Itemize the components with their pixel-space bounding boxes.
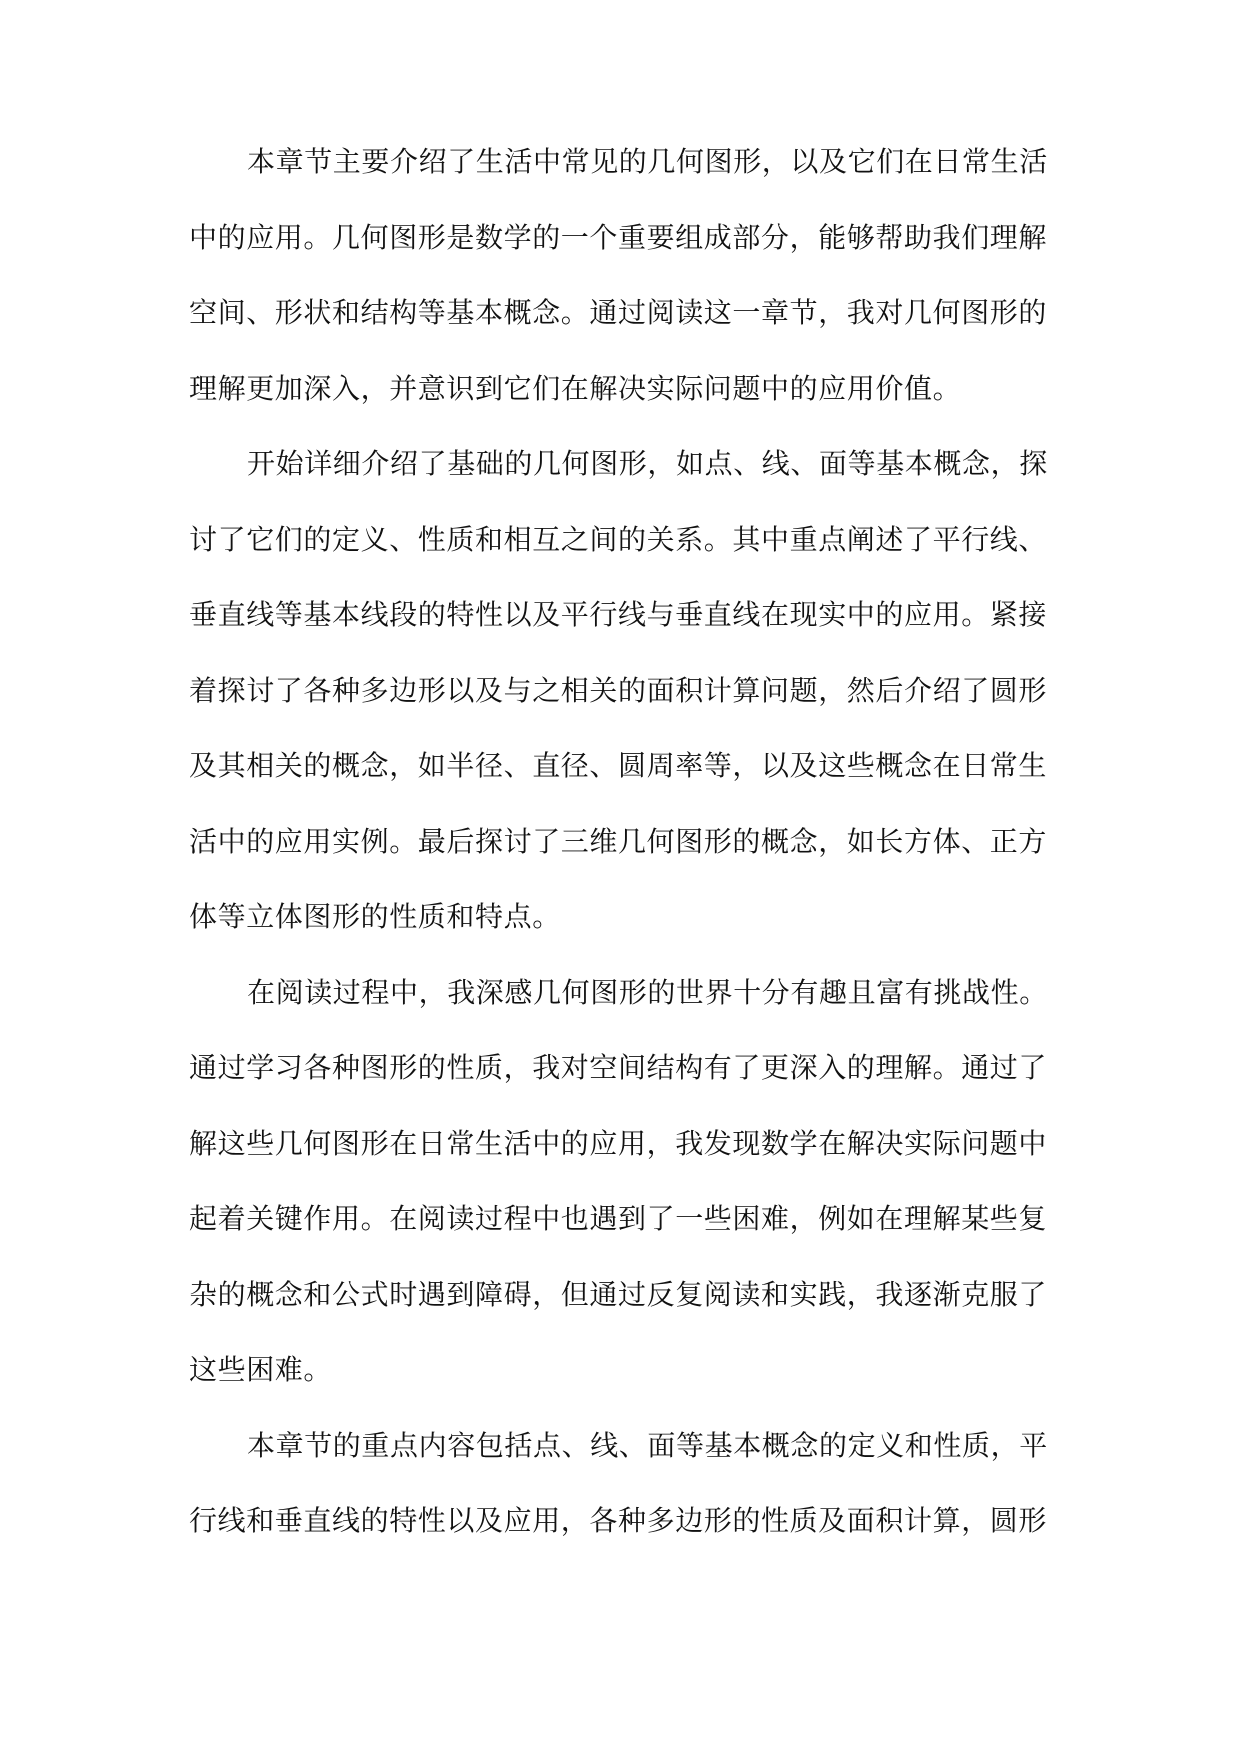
text-line: 在阅读过程中，我深感几何图形的世界十分有趣且富有挑战性。 <box>247 975 1048 1009</box>
text-line: 通过学习各种图形的性质，我对空间结构有了更深入的理解。通过了 <box>189 1051 1048 1084</box>
text-line: 理解更加深入，并意识到它们在解决实际问题中的应用价值。 <box>189 371 962 405</box>
text-line: 空间、形状和结构等基本概念。通过阅读这一章节，我对几何图形的 <box>189 296 1048 329</box>
text-line: 体等立体图形的性质和特点。 <box>189 900 561 933</box>
body-text <box>189 141 1065 1576</box>
text-line: 活中的应用实例。最后探讨了三维几何图形的概念，如长方体、正方 <box>189 824 1048 858</box>
text-line: 中的应用。几何图形是数学的一个重要组成部分，能够帮助我们理解 <box>189 220 1048 254</box>
text-line: 讨了它们的定义、性质和相互之间的关系。其中重点阐述了平行线、 <box>189 522 1048 556</box>
text-line: 本章节的重点内容包括点、线、面等基本概念的定义和性质，平 <box>247 1428 1048 1462</box>
text-line: 开始详细介绍了基础的几何图形，如点、线、面等基本概念，探 <box>247 447 1048 480</box>
text-line: 本章节主要介绍了生活中常见的几何图形，以及它们在日常生活 <box>247 145 1048 178</box>
text-line: 着探讨了各种多边形以及与之相关的面积计算问题，然后介绍了圆形 <box>189 673 1048 707</box>
text-line: 行线和垂直线的特性以及应用，各种多边形的性质及面积计算，圆形 <box>189 1504 1048 1537</box>
text-line: 垂直线等基本线段的特性以及平行线与垂直线在现实中的应用。紧接 <box>189 598 1048 631</box>
text-line: 这些困难。 <box>189 1353 333 1386</box>
text-line: 起着关键作用。在阅读过程中也遇到了一些困难，例如在理解某些复 <box>189 1202 1048 1235</box>
text-line: 解这些几何图形在日常生活中的应用，我发现数学在解决实际问题中 <box>189 1126 1048 1160</box>
text-line: 杂的概念和公式时遇到障碍，但通过反复阅读和实践，我逐渐克服了 <box>189 1277 1048 1311</box>
text-line: 及其相关的概念，如半径、直径、圆周率等，以及这些概念在日常生 <box>189 749 1048 782</box>
